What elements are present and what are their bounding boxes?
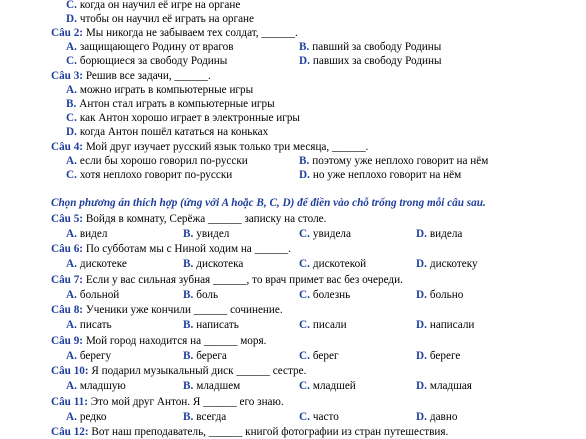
option-d: D. младшая [416, 380, 472, 392]
question-11: Câu 11: Это мой друг Антон. Я ______ его знаю. [51, 396, 284, 408]
option-a: A. видел [66, 228, 108, 240]
option-d: D. больно [416, 289, 464, 301]
option-b: B. боль [183, 289, 219, 301]
option-b: B. поэтому уже неплохо говорит на нём [299, 155, 489, 167]
option-b: B. написать [183, 319, 239, 331]
option-b: B. младшем [183, 380, 241, 392]
option-d: D. дискотеку [416, 258, 478, 270]
question-5: Câu 5: Войдя в комнату, Серёжа ______ записку на столе. [51, 213, 327, 225]
option-a: A. писать [66, 319, 112, 331]
section-instruction: Chọn phương án thích hợp (ứng với A hoặc B, C, D) để điền vào chỗ trống trong mỗi câu sau. [51, 197, 486, 209]
option-d: D. береге [416, 350, 461, 362]
question-10: Câu 10: Я подарил музыкальный диск ______ сестре. [51, 365, 307, 377]
option-c: C. берег [299, 350, 339, 362]
option-c: C. младшей [299, 380, 356, 392]
question-8: Câu 8: Ученики уже кончили ______ сочинение. [51, 304, 283, 316]
option-d: D. чтобы он научил её играть на органе [66, 13, 255, 25]
option-d: D. но уже неплохо говорит на нём [299, 169, 462, 181]
option-c: C. болезнь [299, 289, 351, 301]
option-c: C. дискотекой [299, 258, 367, 270]
option-b: B. всегда [183, 411, 227, 423]
question-3: Câu 3: Решив все задачи, ______. [51, 70, 211, 82]
question-2: Câu 2: Мы никогда не забываем тех солдат, ______. [51, 27, 298, 39]
question-9: Câu 9: Мой город находится на ______ моря. [51, 335, 267, 347]
option-a: A. защищающего Родину от врагов [66, 41, 234, 53]
option-d: D. написали [416, 319, 475, 331]
option-c: C. писали [299, 319, 347, 331]
question-12: Câu 12: Вот наш преподаватель, ______ книгой фотографии из стран путешествия. [51, 426, 449, 438]
option-b: B. дискотека [183, 258, 244, 270]
option-a: A. младшую [66, 380, 126, 392]
option-a: A. редко [66, 411, 107, 423]
option-c: C. как Антон хорошо играет в электронные игры [66, 112, 300, 124]
question-7: Câu 7: Если у вас сильная зубная ______, то врач примет вас без очереди. [51, 274, 403, 286]
option-a: A. дискотеке [66, 258, 127, 270]
option-c: C. хотя неплохо говорит по-русски [66, 169, 233, 181]
option-b: B. увидел [183, 228, 230, 240]
option-c: C. когда он научил её игре на органе [66, 0, 241, 11]
option-d: D. видела [416, 228, 463, 240]
option-a: A. больной [66, 289, 120, 301]
option-b: B. Антон стал играть в компьютерные игры [66, 98, 275, 110]
question-6: Câu 6: По субботам мы с Ниной ходим на ______. [51, 243, 291, 255]
option-d: D. когда Антон пошёл кататься на коньках [66, 126, 269, 138]
option-d: D. павших за свободу Родины [299, 55, 442, 67]
option-b: B. берега [183, 350, 227, 362]
option-b: B. павший за свободу Родины [299, 41, 442, 53]
option-c: C. увидела [299, 228, 351, 240]
option-d: D. давно [416, 411, 458, 423]
option-c: C. борющиеся за свободу Родины [66, 55, 228, 67]
option-a: A. можно играть в компьютерные игры [66, 84, 254, 96]
option-c: C. часто [299, 411, 339, 423]
option-a: A. берегу [66, 350, 112, 362]
option-a: A. если бы хорошо говорил по-русски [66, 155, 248, 167]
question-4: Câu 4: Мой друг изучает русский язык только три месяца, ______. [51, 141, 369, 153]
